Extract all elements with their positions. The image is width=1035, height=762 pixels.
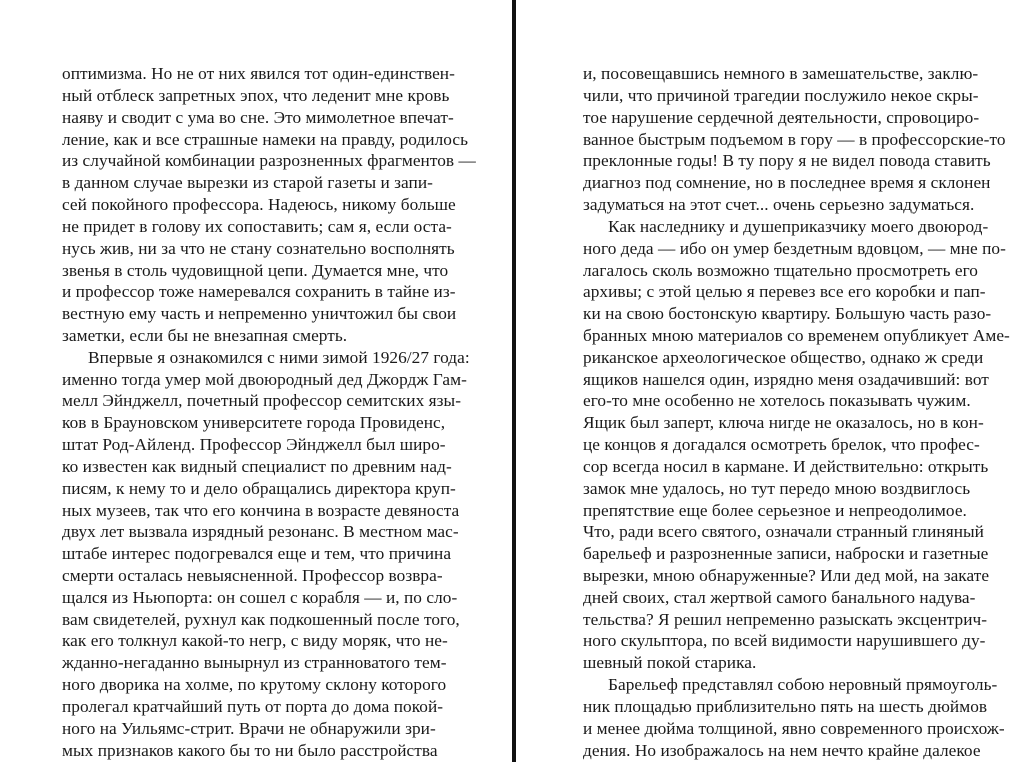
text-line: ящиков нашелся один, изрядно меня озадачивший: вот bbox=[583, 370, 989, 389]
text-line: вам свидетелей, рухнул как подкошенный после того, bbox=[62, 610, 460, 629]
left-page bbox=[0, 0, 512, 762]
text-line: в данном случае вырезки из старой газеты и запи- bbox=[62, 173, 433, 192]
text-line: как его толкнул какой-то негр, с виду моряк, что не- bbox=[62, 631, 448, 650]
text-line: ко известен как видный специалист по древним над- bbox=[62, 457, 452, 476]
text-line: смерти осталась невыясненной. Профессор возвра- bbox=[62, 566, 443, 585]
text-line: Что, ради всего святого, означали странный глиняный bbox=[583, 522, 984, 541]
text-line: Впервые я ознакомился с ними зимой 1926/27 года: bbox=[88, 348, 470, 367]
text-line: наяву и сводит с ума во сне. Это мимолетное впечат- bbox=[62, 108, 454, 127]
text-line: ного деда — ибо он умер бездетным вдовцом, — мне по- bbox=[583, 239, 1006, 258]
text-line: чили, что причиной трагедии послужило некое скры- bbox=[583, 86, 979, 105]
text-line: из случайной комбинации разрозненных фрагментов — bbox=[62, 151, 476, 170]
text-line: задуматься на этот счет... очень серьезно задуматься. bbox=[583, 195, 975, 214]
text-line: препятствие еще более серьезное и непреодолимое. bbox=[583, 501, 967, 520]
text-line: и, посовещавшись немного в замешательстве, заклю- bbox=[583, 64, 979, 83]
text-line: сей покойного профессора. Надеюсь, никому больше bbox=[62, 195, 456, 214]
text-line: ление, как и все страшные намеки на правду, родилось bbox=[62, 130, 469, 149]
text-line: двух лет вызвала изрядный резонанс. В местном мас- bbox=[62, 522, 459, 541]
text-line: тое нарушение сердечной деятельности, спровоциро- bbox=[583, 108, 980, 127]
text-line: щался из Ньюпорта: он сошел с корабля — и, по сло- bbox=[62, 588, 458, 607]
text-line: шевный покой старика. bbox=[583, 653, 757, 672]
text-line: Как наследнику и душеприказчику моего двоюрод- bbox=[608, 217, 989, 236]
text-line: звенья в столь чудовищной цепи. Думается мне, что bbox=[62, 261, 449, 280]
text-line: не придет в голову их сопоставить; сам я, если оста- bbox=[62, 217, 452, 236]
text-line: ванное быстрым подъемом в гору — в профессорские-то bbox=[583, 130, 1006, 149]
text-line: риканское археологическое общество, однако ж среди bbox=[583, 348, 984, 367]
text-line: преклонные годы! В ту пору я не видел повода ставить bbox=[583, 151, 991, 170]
text-line: мелл Эйнджелл, почетный профессор семитских язы- bbox=[62, 391, 462, 410]
text-line: штат Род-Айленд. Профессор Эйнджелл был широ- bbox=[62, 435, 446, 454]
text-line: ных музеев, так что его кончина в возрасте девяноста bbox=[62, 501, 460, 520]
text-line: оптимизма. Но не от них явился тот один-единствен- bbox=[62, 64, 455, 83]
text-line: пролегал кратчайший путь от порта до дома покой- bbox=[62, 697, 444, 716]
text-line: писям, к нему то и дело обращались директора круп- bbox=[62, 479, 456, 498]
text-line: ник площадью приблизительно пять на шесть дюймов bbox=[583, 697, 988, 716]
text-line: це концов я догадался осмотреть брелок, что профес- bbox=[583, 435, 980, 454]
text-line: Барельеф представлял собою неровный прямоуголь- bbox=[608, 675, 998, 694]
text-line: сор всегда носил в кармане. И действительно: открыть bbox=[583, 457, 989, 476]
text-line: замок мне удалось, но тут передо мною воздвиглось bbox=[583, 479, 971, 498]
text-line: дней своих, стал жертвой самого банального надува- bbox=[583, 588, 976, 607]
text-line: нусь жив, ни за что не стану сознательно восполнять bbox=[62, 239, 455, 258]
text-line: ного скульптора, по всей видимости нарушившего ду- bbox=[583, 631, 986, 650]
text-line: и менее дюйма толщиной, явно современного происхож- bbox=[583, 719, 1005, 738]
book-spine bbox=[512, 0, 516, 762]
text-line: бранных мною материалов со временем опубликует Аме- bbox=[583, 326, 1010, 345]
text-line: дения. Но изображалось на нем нечто крайне далекое bbox=[583, 741, 981, 760]
text-line: и профессор тоже намеревался сохранить в тайне из- bbox=[62, 282, 456, 301]
text-line: Ящик был заперт, ключа нигде не оказалось, но в кон- bbox=[583, 413, 984, 432]
text-line: ки на свою бостонскую квартиру. Большую часть разо- bbox=[583, 304, 992, 323]
text-line: именно тогда умер мой двоюродный дед Джордж Гам- bbox=[62, 370, 467, 389]
text-line: лагалось сколь возможно тщательно просмотреть его bbox=[583, 261, 978, 280]
text-line: ков в Брауновском университете города Провиденс, bbox=[62, 413, 446, 432]
text-line: мых признаков какого бы то ни было расстройства bbox=[62, 741, 438, 760]
text-line: ный отблеск запретных эпох, что леденит мне кровь bbox=[62, 86, 450, 105]
text-line: вырезки, мною обнаруженные? Или дед мой, на закате bbox=[583, 566, 990, 585]
text-line: тельства? Я решил непременно разыскать эксцентрич- bbox=[583, 610, 988, 629]
text-line: барельеф и разрозненные записи, наброски и газетные bbox=[583, 544, 989, 563]
text-line: заметки, если бы не внезапная смерть. bbox=[62, 326, 348, 345]
text-line: штабе интерес подогревался еще и тем, что причина bbox=[62, 544, 452, 563]
text-line: диагноз под сомнение, но в последнее время я склонен bbox=[583, 173, 991, 192]
text-line: вестную ему часть и непременно уничтожил бы свои bbox=[62, 304, 457, 323]
text-line: ного на Уильямс-стрит. Врачи не обнаружили зри- bbox=[62, 719, 436, 738]
text-line: архивы; с этой целью я перевез все его коробки и пап- bbox=[583, 282, 986, 301]
text-line: жданно-негаданно вынырнул из странноватого тем- bbox=[62, 653, 447, 672]
text-line: ного дворика на холме, по крутому склону которого bbox=[62, 675, 447, 694]
right-page bbox=[520, 0, 1035, 762]
text-line: его-то мне особенно не хотелось показывать чужим. bbox=[583, 391, 971, 410]
